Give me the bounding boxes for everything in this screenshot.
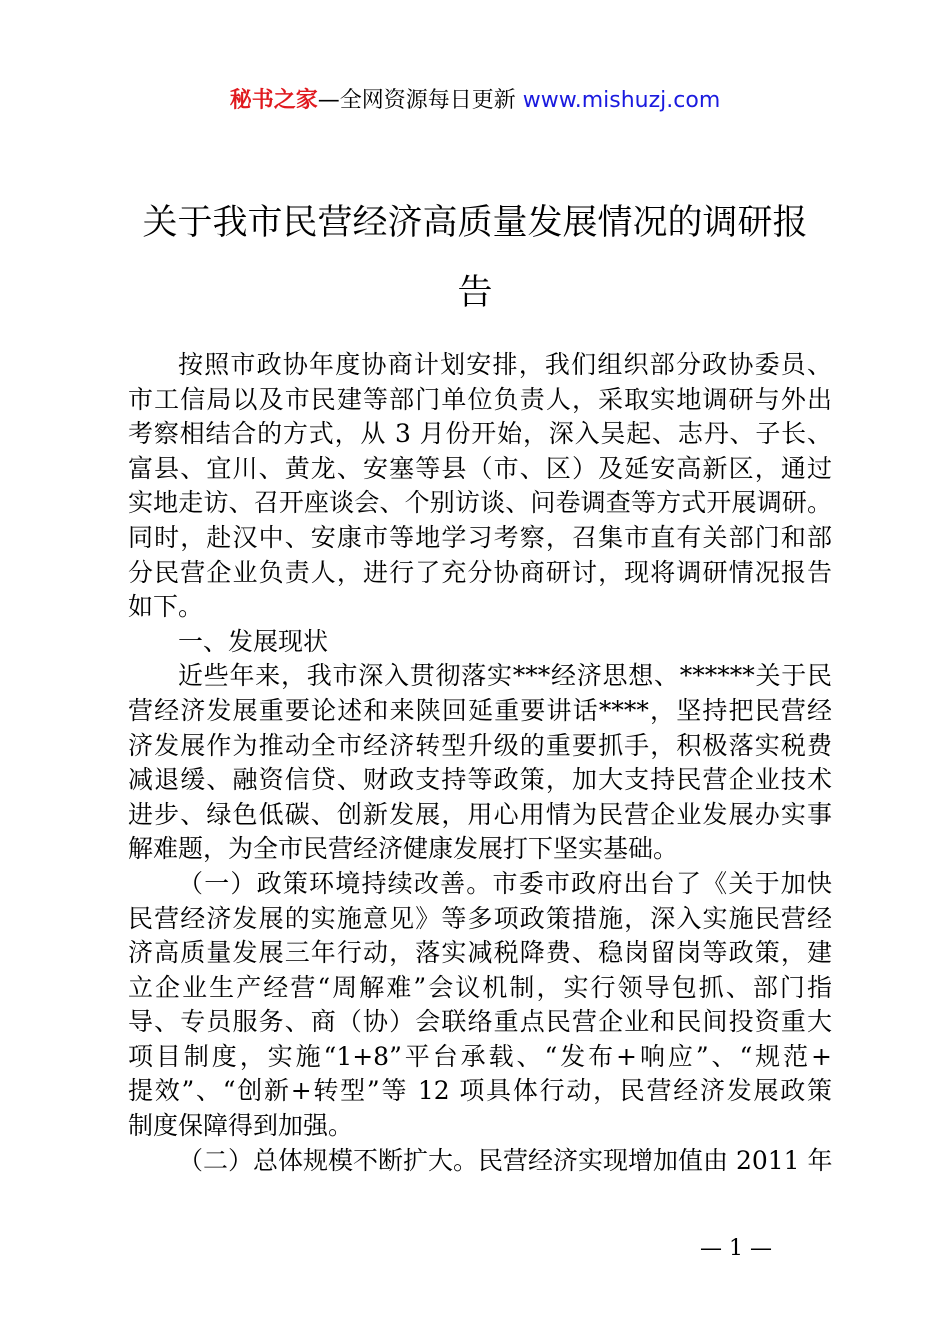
paragraph-line: 近些年来，我市深入贯彻落实***经济思想、******关于民 xyxy=(178,661,832,691)
paragraph-line: （二）总体规模不断扩大。民营经济实现增加值由 2011 年 xyxy=(178,1145,833,1175)
paragraph-line: 解难题，为全市民营经济健康发展打下坚实基础。 xyxy=(128,834,679,864)
paragraph-line: 分民营企业负责人，进行了充分协商研讨，现将调研情况报告 xyxy=(128,557,832,587)
paragraph-line: 营经济发展重要论述和来陕回延重要讲话****，坚持把民营经 xyxy=(128,695,832,725)
paragraph-line: 提效”、“创新+转型”等 12 项具体行动，民营经济发展政策 xyxy=(128,1076,832,1106)
paragraph-line: 富县、宜川、黄龙、安塞等县（市、区）及延安高新区，通过 xyxy=(128,453,832,483)
paragraph-line: 民营经济发展的实施意见》等多项政策措施，深入实施民营经 xyxy=(128,903,832,933)
paragraph-line: 立企业生产经营“周解难”会议机制，实行领导包抓、部门指 xyxy=(128,972,832,1002)
paragraph-line: 如下。 xyxy=(128,592,204,622)
paragraph-line: （一）政策环境持续改善。市委市政府出台了《关于加快 xyxy=(178,868,832,898)
page-number: — 1 — xyxy=(700,1236,772,1261)
paragraph-line: 项目制度，实施“1+8”平台承载、“发布+响应”、“规范+ xyxy=(128,1041,832,1071)
document-body xyxy=(128,348,832,1178)
site-header xyxy=(0,86,950,116)
slogan: —全网资源每日更新 xyxy=(317,88,523,113)
paragraph-line: 一、发展现状 xyxy=(178,626,329,656)
paragraph xyxy=(128,659,832,867)
paragraph-line: 济高质量发展三年行动，落实减税降费、稳岗留岗等政策，建 xyxy=(128,938,832,968)
title-line-2: 告 xyxy=(457,273,493,313)
paragraph-line: 实地走访、召开座谈会、个别访谈、问卷调查等方式开展调研。 xyxy=(128,488,832,518)
paragraph xyxy=(128,867,832,1144)
paragraph-line: 济发展作为推动全市经济转型升级的重要抓手，积极落实税费 xyxy=(128,730,832,760)
paragraph-line: 进步、绿色低碳、创新发展，用心用情为民营企业发展办实事 xyxy=(128,799,832,829)
document-title xyxy=(120,188,830,328)
paragraph-line: 按照市政协年度协商计划安排，我们组织部分政协委员、 xyxy=(178,350,832,379)
paragraph xyxy=(128,625,832,660)
paragraph-line: 制度保障得到加强。 xyxy=(128,1111,354,1141)
site-link[interactable]: www.mishuzj.com xyxy=(522,88,721,113)
paragraph-line: 同时，赴汉中、安康市等地学习考察，召集市直有关部门和部 xyxy=(128,522,832,552)
paragraph-line: 导、专员服务、商（协）会联络重点民营企业和民间投资重大 xyxy=(128,1007,832,1037)
paragraph-line: 考察相结合的方式，从 3 月份开始，深入吴起、志丹、子长、 xyxy=(128,419,832,449)
paragraph-line: 市工信局以及市民建等部门单位负责人，采取实地调研与外出 xyxy=(128,384,832,414)
title-line-1: 关于我市民营经济高质量发展情况的调研报 xyxy=(142,203,808,243)
brand-name: 秘书之家 xyxy=(229,88,318,113)
paragraph xyxy=(128,1144,832,1179)
paragraph xyxy=(128,348,832,625)
paragraph-line: 减退缓、融资信贷、财政支持等政策，加大支持民营企业技术 xyxy=(128,765,832,795)
